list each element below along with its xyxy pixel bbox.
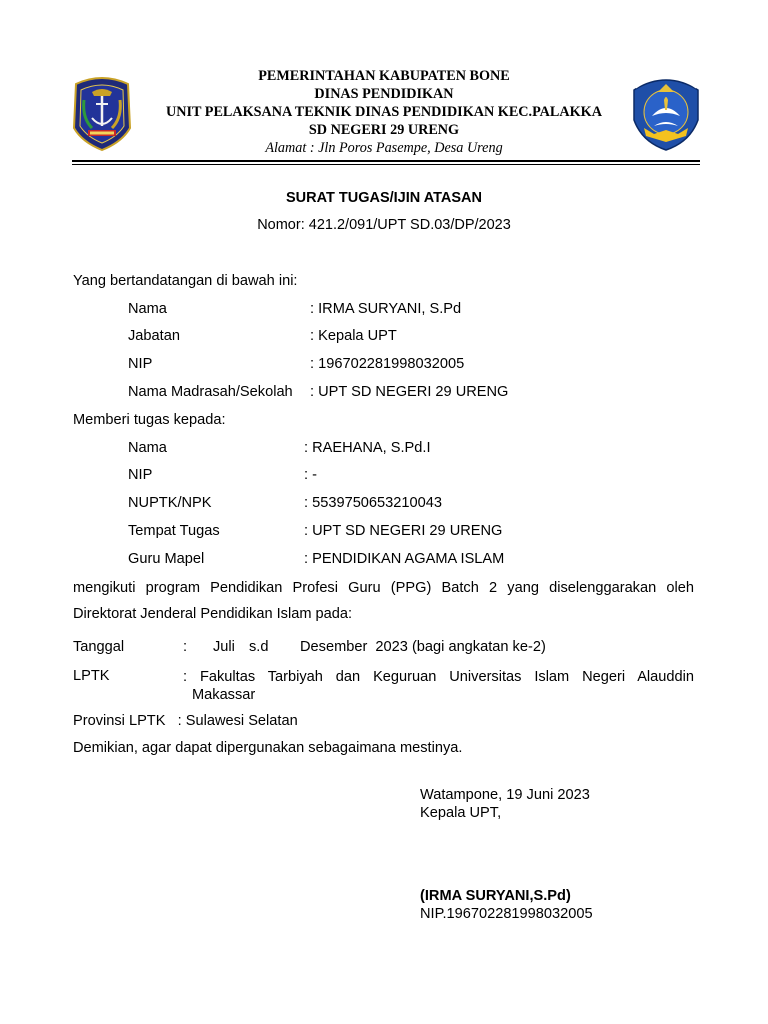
date-colon: : [183, 639, 188, 655]
assignee-value-subject: : PENDIDIKAN AGAMA ISLAM [304, 551, 505, 567]
assignee-label-nuptk: NUPTK/NPK [128, 495, 212, 511]
assignee-label-subject: Guru Mapel [128, 551, 205, 567]
letterhead-department: DINAS PENDIDIKAN [314, 86, 454, 102]
bone-regency-emblem-icon [70, 70, 134, 152]
letterhead-government: PEMERINTAHAN KABUPATEN BONE [258, 68, 510, 84]
assignee-value-workplace: : UPT SD NEGERI 29 URENG [304, 523, 503, 539]
date-label: Tanggal [73, 639, 125, 655]
signature-name: (IRMA SURYANI,S.Pd) [420, 888, 571, 904]
letterhead-rule-thick [72, 160, 700, 162]
signature-position: Kepala UPT, [420, 805, 502, 821]
tut-wuri-handayani-emblem-icon [630, 70, 702, 152]
date-until: s.d [249, 639, 269, 655]
signature-nip: NIP.196702281998032005 [420, 906, 593, 922]
signer-value-position: : Kepala UPT [310, 328, 397, 344]
closing-text: Demikian, agar dapat dipergunakan sebagaimana mestinya. [73, 740, 463, 756]
program-line-2: Direktorat Jenderal Pendidikan Islam pada: [73, 606, 353, 622]
signer-value-nip: : 196702281998032005 [310, 356, 465, 372]
letter-title: SURAT TUGAS/IJIN ATASAN [285, 190, 483, 206]
date-start-month: Juli [213, 639, 235, 655]
letter-number: Nomor: 421.2/091/UPT SD.03/DP/2023 [257, 217, 511, 233]
signer-label-school: Nama Madrasah/Sekolah [128, 384, 293, 400]
assignee-label-nip: NIP [128, 467, 153, 483]
letterhead-address: Alamat : Jln Poros Pasempe, Desa Ureng [265, 140, 503, 156]
lptk-value-line-1: : Fakultas Tarbiyah dan Keguruan Universitas Islam Negeri Alauddin [183, 669, 694, 685]
lptk-label: LPTK [73, 668, 110, 684]
intro-text: Yang bertandatangan di bawah ini: [73, 273, 298, 289]
date-end-month: Desember 2023 (bagi angkatan ke-2) [300, 639, 546, 655]
assignee-label-name: Nama [128, 440, 167, 456]
signer-label-nip: NIP [128, 356, 153, 372]
signer-label-position: Jabatan [128, 328, 180, 344]
assignee-value-nuptk: : 5539750653210043 [304, 495, 442, 511]
province-line: Provinsi LPTK : Sulawesi Selatan [73, 713, 298, 729]
signer-label-name: Nama [128, 301, 167, 317]
signature-place-date: Watampone, 19 Juni 2023 [420, 787, 590, 803]
lptk-value-line-2: Makassar [192, 687, 256, 703]
signer-value-name: : IRMA SURYANI, S.Pd [310, 301, 462, 317]
signer-value-school: : UPT SD NEGERI 29 URENG [310, 384, 509, 400]
letterhead-school: SD NEGERI 29 URENG [308, 122, 460, 138]
letterhead-unit: UNIT PELAKSANA TEKNIK DINAS PENDIDIKAN KEC.PALAKKA [166, 104, 602, 120]
assign-intro-text: Memberi tugas kepada: [73, 412, 226, 428]
assignee-value-name: : RAEHANA, S.Pd.I [304, 440, 431, 456]
lptk-value [183, 668, 694, 704]
program-line-1: mengikuti program Pendidikan Profesi Guru (PPG) Batch 2 yang diselenggarakan oleh [73, 580, 694, 596]
assignee-value-nip: : - [304, 467, 317, 483]
assignee-label-workplace: Tempat Tugas [128, 523, 220, 539]
letterhead-rule-thin [72, 164, 700, 165]
